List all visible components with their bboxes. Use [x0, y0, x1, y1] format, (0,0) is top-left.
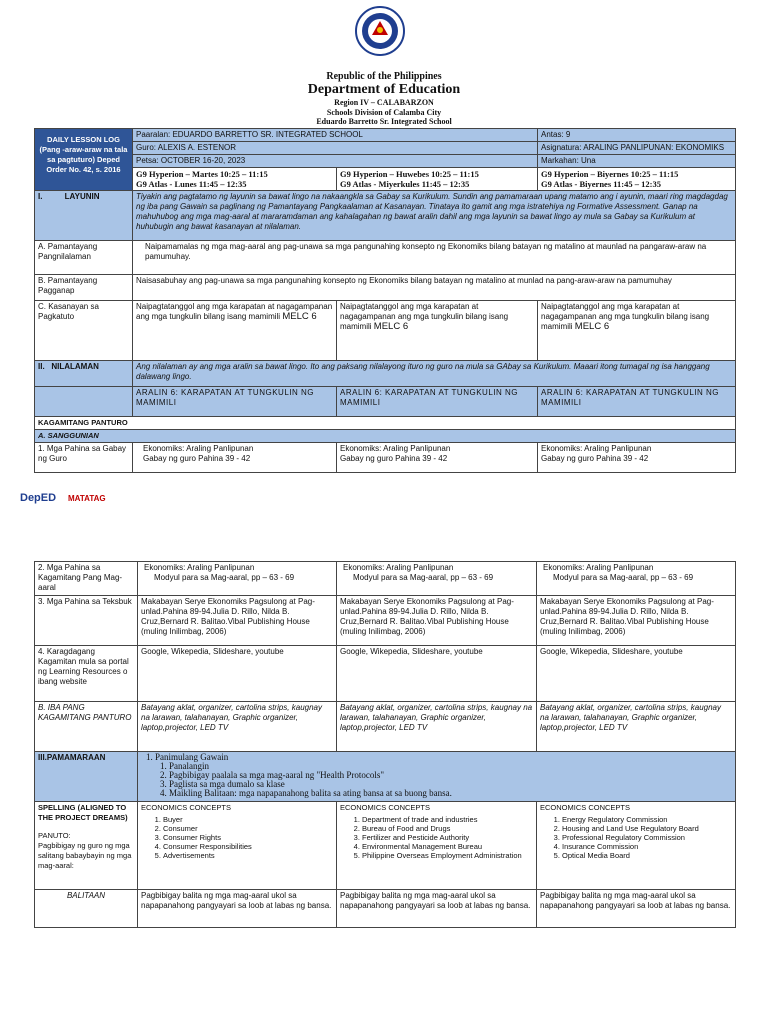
matatag-logo: MATATAG: [68, 494, 106, 503]
nilalaman-spacer: [35, 387, 133, 417]
concept-item: 4. Environmental Management Bureau: [362, 842, 533, 851]
iba-pang-cell: Batayang aklat, organizer, cartolina strips, kaugnay na larawan, talahanayan, Graphic organizer, laptop,projector, LED TV: [138, 702, 337, 752]
kasanayan-cell: Naipagtatanggol ang mga karapatan at nagagampanan ang mga tungkulin bilang isang mamimili MELC 6: [133, 301, 337, 361]
pamamaraan-item: 4. Maikling Balitaan: mga napapanahong balita sa ating bansa at sa buong bansa.: [169, 789, 732, 798]
daily-lesson-log-title: DAILY LESSON LOG (Pang -araw-araw na tala sa pagtuturo) Deped Order No. 42, s. 2016: [35, 129, 133, 191]
concept-item: 3. Consumer Rights: [163, 833, 333, 842]
schedule-cell: G9 Hyperion – Huwebes 10:25 – 11:15 G9 Atlas - Miyerkules 11:45 – 12:35: [337, 168, 538, 191]
concept-item: 4. Insurance Commission: [562, 842, 732, 851]
concept-item: 5. Optical Media Board: [562, 851, 732, 860]
kasanayan-cell: Naipagtatanggol ang mga karapatan at nagagampanan ang mga tungkulin bilang isang mamimili MELC 6: [538, 301, 736, 361]
concepts-cell: ECONOMICS CONCEPTS 1. Department of trade and industries 2. Bureau of Food and Drugs 3. Fertilizer and Pesticide Authority 4. Environmental Management Bureau 5. Philippine Overseas Employment Administration: [337, 802, 537, 890]
balitaan-cell: Pagbibigay balita ng mga mag-aaral ukol sa napapanahong pangyayari sa loob at labas ng bansa.: [537, 890, 736, 928]
asignatura-cell: Asignatura: ARALING PANLIPUNAN: EKONOMIKS: [538, 142, 736, 155]
panuto-text: Pagbibigay ng guro ng mga salitang babaybayin ng mga mag-aaral:: [38, 841, 132, 870]
paaralan-cell: Paaralan: EDUARDO BARRETTO SR. INTEGRATED SCHOOL: [133, 129, 538, 142]
footer-logos: [20, 492, 150, 510]
pamantayang-pagganap-text: Naisasabuhay ang pag-unawa sa mga pangunahing konsepto ng Ekonomiks bilang batayan ng matalino at munlad na pang-araw-araw na pamumuhay: [133, 275, 736, 301]
balitaan-cell: Pagbibigay balita ng mga mag-aaral ukol sa napapanahong pangyayari sa loob at labas ng bansa.: [138, 890, 337, 928]
deped-logo: DepED: [20, 492, 57, 504]
teksbuk-label: 3. Mga Pahina sa Teksbuk: [35, 596, 138, 646]
iba-pang-label: B. IBA PANG KAGAMITANG PANTURO: [35, 702, 138, 752]
deped-seal-logo: [355, 6, 405, 56]
pamamaraan-item: 2. Pagbibigay paalala sa mga mag-aaral ng "Health Protocols": [169, 771, 732, 780]
karagdagang-label: 4. Karagdagang Kagamitan mula sa portal ng Learning Resources o ibang website: [35, 646, 138, 702]
pamamaraan-label: III.PAMAMARAAN: [35, 752, 138, 802]
concept-item: 5. Advertisements: [163, 851, 333, 860]
balitaan-cell: Pagbibigay balita ng mga mag-aaral ukol sa napapanahong pangyayari sa loob at labas ng bansa.: [337, 890, 537, 928]
region-heading: Region IV – CALABARZON: [334, 98, 434, 107]
pamamaraan-item: 1. Panalangin: [169, 762, 732, 771]
concept-item: 1. Buyer: [163, 815, 333, 824]
teksbuk-cell: Makabayan Serye Ekonomiks Pagsulong at Pag- unlad.Pahina 89-94.Julia D. Rillo, Nilda B. Cruz,Bernard R. Balitao.Vibal Publishing House (muling Inilimbag, 2006): [537, 596, 736, 646]
concepts-cell: ECONOMICS CONCEPTS 1. Energy Regulatory Commission 2. Housing and Land Use Regulatory Board 3. Professional Regulatory Commission 4. Insurance Commission 5. Optical Media Board: [537, 802, 736, 890]
balitaan-label: BALITAAN: [35, 890, 138, 928]
layunin-label: I. LAYUNIN: [35, 191, 133, 241]
concept-item: 3. Professional Regulatory Commission: [562, 833, 732, 842]
gabay-guro-cell: Ekonomiks: Araling Panlipunan Gabay ng guro Pahina 39 - 42: [337, 443, 538, 473]
pamantayang-pangnilalaman-text: Naipamamalas ng mga mag-aaral ang pag-unawa sa mga pangunahing konsepto ng Ekonomiks bilang batayan ng matalino at maunlad na pangaraw-araw na pamumuhay.: [133, 241, 736, 275]
spelling-cell: [35, 802, 138, 890]
kasanayan-label: C. Kasanayan sa Pagkatuto: [35, 301, 133, 361]
school-heading: Eduardo Barretto Sr. Integrated School: [316, 117, 452, 126]
aralin-cell: ARALIN 6: KARAPATAN AT TUNGKULIN NG MAMIMILI: [337, 387, 538, 417]
aralin-cell: ARALIN 6: KARAPATAN AT TUNGKULIN NG MAMIMILI: [538, 387, 736, 417]
lesson-log-table-page1: [34, 128, 736, 473]
pamamaraan-cell: [138, 752, 736, 802]
spelling-label: SPELLING (ALIGNED TO THE PROJECT DREAMS): [38, 803, 128, 822]
karagdagang-cell: Google, Wikepedia, Slideshare, youtube: [537, 646, 736, 702]
concept-item: 4. Consumer Responsibilities: [163, 842, 333, 851]
gabay-guro-cell: Ekonomiks: Araling Panlipunan Gabay ng guro Pahina 39 - 42: [538, 443, 736, 473]
republic-heading: Republic of the Philippines: [326, 71, 442, 82]
division-heading: Schools Division of Calamba City: [326, 108, 442, 117]
sanggunian-label: A. SANGGUNIAN: [35, 430, 736, 443]
concept-item: 1. Department of trade and industries: [362, 815, 533, 824]
lesson-log-table-page2: [34, 561, 736, 928]
iba-pang-cell: Batayang aklat, organizer, cartolina strips, kaugnay na larawan, talahanayan, Graphic organizer, laptop,projector, LED TV: [537, 702, 736, 752]
kasanayan-cell: Naipagtatanggol ang mga karapatan at nagagampanan ang mga tungkulin bilang isang mamimili MELC 6: [337, 301, 538, 361]
teksbuk-cell: Makabayan Serye Ekonomiks Pagsulong at Pag- unlad.Pahina 89-94.Julia D. Rillo, Nilda B. Cruz,Bernard R. Balitao.Vibal Publishing House (muling Inilimbag, 2006): [138, 596, 337, 646]
nilalaman-label: II. NILALAMAN: [35, 361, 133, 387]
pamantayang-pangnilalaman-label: A. Pamantayang Pangnilalaman: [35, 241, 133, 275]
modyul-cell: Ekonomiks: Araling Panlipunan Modyul para sa Mag-aaral, pp – 63 - 69: [537, 562, 736, 596]
concepts-cell: ECONOMICS CONCEPTS 1. Buyer 2. Consumer 3. Consumer Rights 4. Consumer Responsibilities 5. Advertisements: [138, 802, 337, 890]
karagdagang-cell: Google, Wikepedia, Slideshare, youtube: [337, 646, 537, 702]
panimulang-gawain: Panimulang Gawain: [155, 752, 229, 762]
karagdagang-cell: Google, Wikepedia, Slideshare, youtube: [138, 646, 337, 702]
antas-cell: Antas: 9: [538, 129, 736, 142]
nilalaman-text: Ang nilalaman ay ang mga aralin sa bawat lingo. Ito ang paksang nilalayong ituro ng guro na mula sa GAbay sa Kurikulum. Maaari itong tumagal ng isa hanggang dalawang lingo.: [133, 361, 736, 387]
pamamaraan-item: 3. Paglista sa mga dumalo sa klase: [169, 780, 732, 789]
department-heading: Department of Education: [307, 82, 461, 97]
aralin-cell: ARALIN 6: KARAPATAN AT TUNGKULIN NG MAMIMILI: [133, 387, 337, 417]
modyul-cell: Ekonomiks: Araling Panlipunan Modyul para sa Mag-aaral, pp – 63 - 69: [337, 562, 537, 596]
petsa-cell: Petsa: OCTOBER 16-20, 2023: [133, 155, 538, 168]
gabay-guro-cell: Ekonomiks: Araling Panlipunan Gabay ng guro Pahina 39 - 42: [133, 443, 337, 473]
markahan-cell: Markahan: Una: [538, 155, 736, 168]
concept-item: 3. Fertilizer and Pesticide Authority: [362, 833, 533, 842]
teksbuk-cell: Makabayan Serye Ekonomiks Pagsulong at Pag- unlad.Pahina 89-94.Julia D. Rillo, Nilda B. Cruz,Bernard R. Balitao.Vibal Publishing House (muling Inilimbag, 2006): [337, 596, 537, 646]
concept-item: 2. Housing and Land Use Regulatory Board: [562, 824, 732, 833]
layunin-text: Tiyakin ang pagtatamo ng layunin sa bawat lingo na nakaangkla sa Gabay sa Kurikulum. Sundin ang pamamaraan upang matamo ang i ayunin, maari ring magdagdag ng iba pang Gawain sa paglinang ng Pamantayang Pangkaalaman at Kasanayan. Tinataya ito gamit ang mga istratehiya ng Formative Assessment. Ganap na mahuhubog ang mga mag-aaral at mararamdaman ang kahalagahan ng bawat aralin dahil ang mga layunin sa bawat lingo ay mula sa Gabay sa Kurikulum at huhubugin ang bawat kasanayan at nilalaman.: [133, 191, 736, 241]
modyul-cell: Ekonomiks: Araling Panlipunan Modyul para sa Mag-aaral, pp – 63 - 69: [138, 562, 337, 596]
modyul-label: 2. Mga Pahina sa Kagamitang Pang Mag-aaral: [35, 562, 138, 596]
panuto-label: PANUTO:: [38, 831, 71, 840]
concept-item: 5. Philippine Overseas Employment Administration: [362, 851, 533, 860]
gabay-guro-label: 1. Mga Pahina sa Gabay ng Guro: [35, 443, 133, 473]
concept-item: 1. Energy Regulatory Commission: [562, 815, 732, 824]
guro-cell: Guro: ALEXIS A. ESTENOR: [133, 142, 538, 155]
iba-pang-cell: Batayang aklat, organizer, cartolina strips, kaugnay na larawan, talahanayan, Graphic organizer, laptop,projector, LED TV: [337, 702, 537, 752]
pamantayang-pagganap-label: B. Pamantayang Pagganap: [35, 275, 133, 301]
schedule-cell: G9 Hyperion – Martes 10:25 – 11:15 G9 Atlas - Lunes 11:45 – 12:35: [133, 168, 337, 191]
concept-item: 2. Consumer: [163, 824, 333, 833]
concept-item: 2. Bureau of Food and Drugs: [362, 824, 533, 833]
kagamitang-panturo-label: KAGAMITANG PANTURO: [35, 417, 736, 430]
schedule-cell: G9 Hyperion – Biyernes 10:25 – 11:15 G9 Atlas - Biyernes 11:45 – 12:35: [538, 168, 736, 191]
